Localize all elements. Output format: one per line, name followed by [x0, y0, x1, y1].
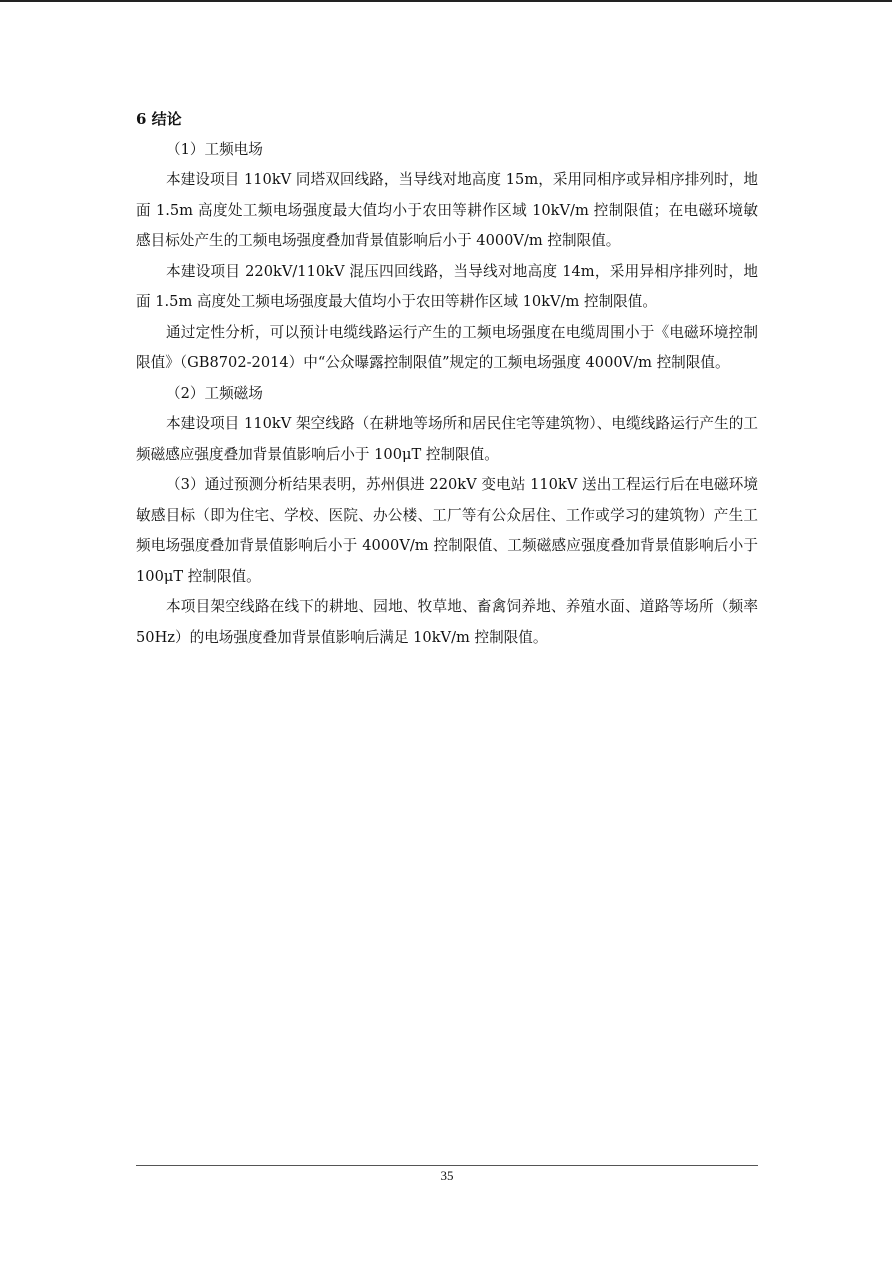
paragraph-overhead-line-areas: 本项目架空线路在线下的耕地、园地、牧草地、畜禽饲养地、养殖水面、道路等场所（频率 50Hz）的电场强度叠加背景值影响后满足 10kV/m 控制限值。	[136, 598, 758, 646]
document-body	[136, 104, 758, 653]
footer-divider	[136, 1165, 758, 1166]
paragraph-double-circuit: 本建设项目 110kV 同塔双回线路，当导线对地高度 15m，采用同相序或异相序排列时，地面 1.5m 高度处工频电场强度最大值均小于农田等耕作区域 10kV/m 控制限值；在电磁环境敏感目标处产生的工频电场强度叠加背景值影响后小于 4000V/m 控制限值。	[136, 171, 758, 249]
paragraph-cable-qualitative: 通过定性分析，可以预计电缆线路运行产生的工频电场强度在电缆周围小于《电磁环境控制限值》（GB8702-2014）中“公众曝露控制限值”规定的工频电场强度 4000V/m 控制限值。	[136, 323, 758, 371]
subheading-electric-field: （1）工频电场	[166, 140, 263, 158]
page-top-border	[0, 0, 892, 2]
paragraph-prediction-results: （3）通过预测分析结果表明，苏州俱进 220kV 变电站 110kV 送出工程运行后在电磁环境敏感目标（即为住宅、学校、医院、办公楼、工厂等有公众居住、工作或学习的建筑物）产生工频电场强度叠加背景值影响后小于 4000V/m 控制限值、工频磁感应强度叠加背景值影响后小于 100μT 控制限值。	[136, 476, 758, 585]
subheading-magnetic-field: （2）工频磁场	[166, 384, 263, 402]
page-number: 35	[440, 1168, 454, 1183]
paragraph-four-circuit: 本建设项目 220kV/110kV 混压四回线路，当导线对地高度 14m，采用异相序排列时，地面 1.5m 高度处工频电场强度最大值均小于农田等耕作区域 10kV/m 控制限值。	[136, 262, 758, 310]
paragraph-magnetic-induction: 本建设项目 110kV 架空线路（在耕地等场所和居民住宅等建筑物）、电缆线路运行产生的工频磁感应强度叠加背景值影响后小于 100μT 控制限值。	[136, 415, 758, 463]
section-heading: 6 结论	[136, 110, 182, 128]
